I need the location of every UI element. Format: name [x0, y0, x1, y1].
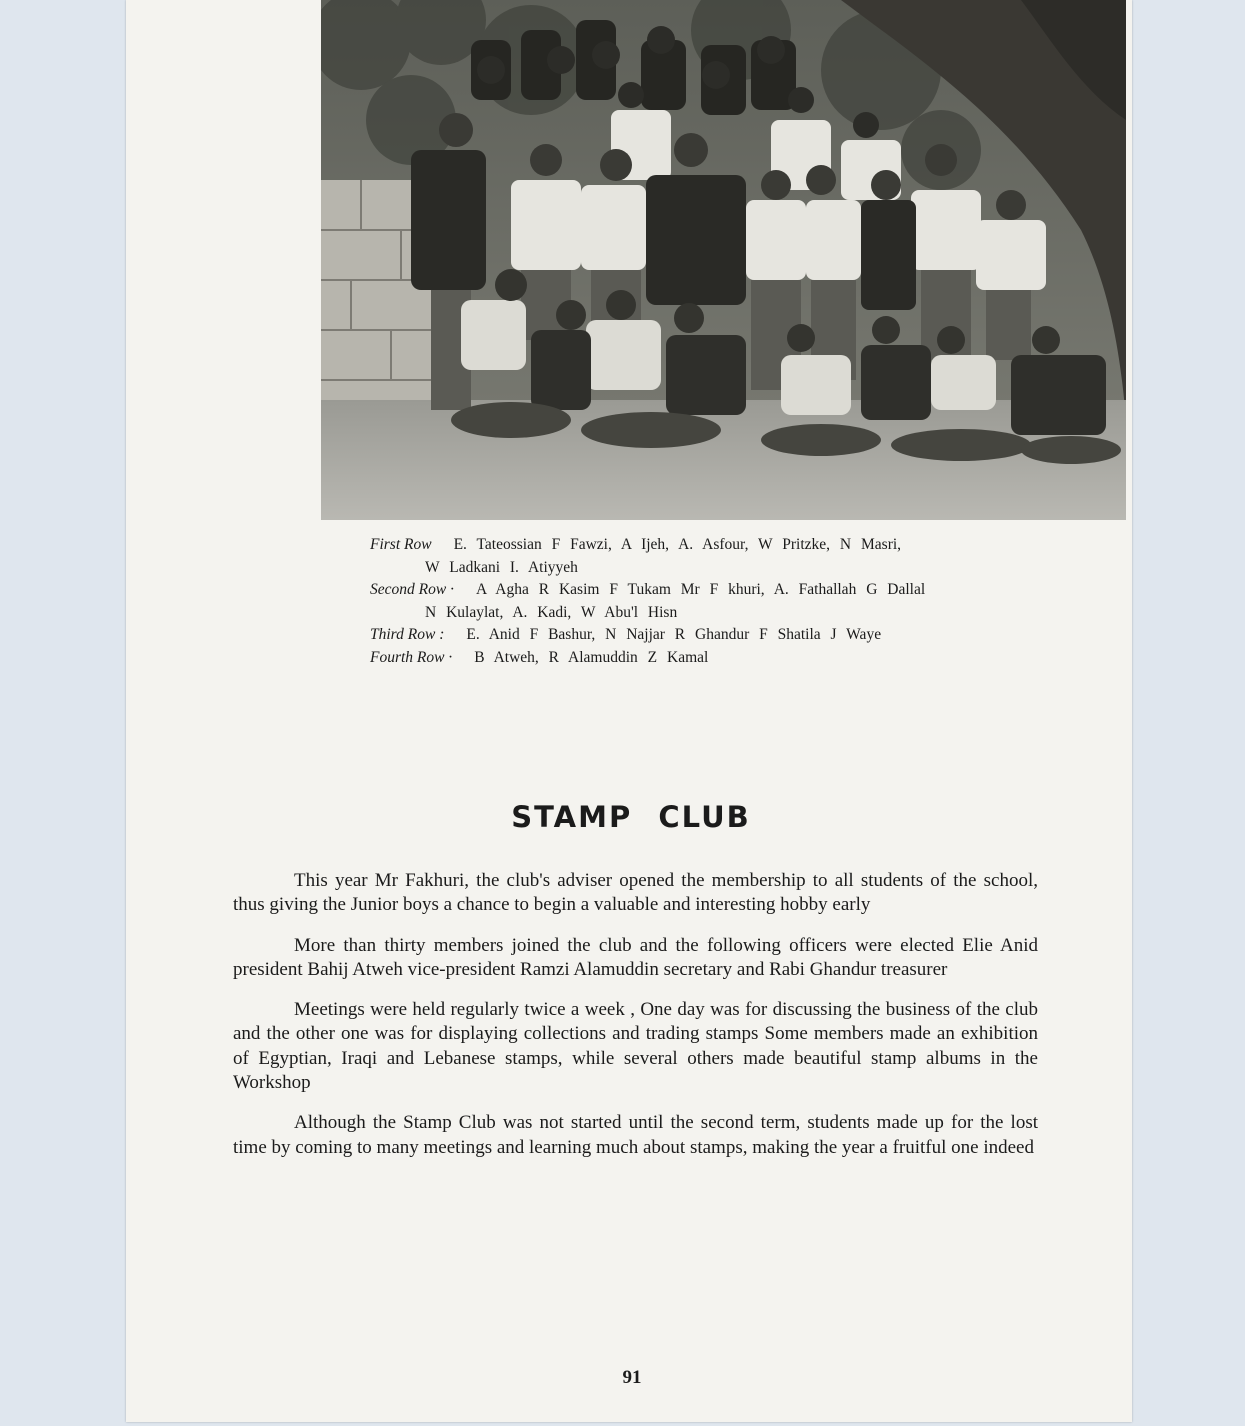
- caption-row-label: Third Row :: [370, 626, 445, 644]
- caption-row: [370, 602, 1110, 625]
- caption-row-names: B Atweh, R Alamuddin Z Kamal: [474, 648, 709, 666]
- caption-row-names: N Kulaylat, A. Kadi, W Abu'l Hisn: [425, 603, 678, 621]
- caption-row: [370, 557, 1110, 580]
- caption-row-names: W Ladkani I. Atiyyeh: [425, 558, 578, 576]
- caption-row-names: A Agha R Kasim F Tukam Mr F khuri, A. Fathallah G Dallal: [475, 581, 926, 599]
- article-paragraph: This year Mr Fakhuri, the club's adviser opened the membership to all students of the school, thus giving the Junior boys a chance to begin a valuable and interesting hobby early: [233, 870, 1038, 916]
- caption-row-label: Second Row ·: [370, 581, 454, 599]
- article-paragraph: More than thirty members joined the club and the following officers were elected Elie Anid president Bahij Atweh vice-president Ramzi Alamuddin secretary and Rabi Ghandur treasurer: [233, 934, 1038, 980]
- caption-row-label: First Row: [370, 536, 432, 553]
- caption-row-names: E. Tateossian F Fawzi, A Ijeh, A. Asfour, W Pritzke, N Masri,: [453, 536, 902, 553]
- document-page: [126, 0, 1132, 1422]
- caption-row-label: Fourth Row ·: [370, 648, 453, 666]
- caption-row-names: E. Anid F Bashur, N Najjar R Ghandur F Shatila J Waye: [466, 626, 882, 644]
- article-title: STAMP CLUB: [511, 800, 751, 834]
- caption-row: [370, 534, 1110, 557]
- photo-caption: [370, 534, 1110, 670]
- article-paragraph: Although the Stamp Club was not started until the second term, students made up for the lost time by coming to many meetings and learning much about stamps, making the year a fruitful one indeed: [233, 1112, 1038, 1158]
- group-photo: [321, 0, 1126, 520]
- article-body: [233, 869, 1038, 1176]
- article-paragraph: Meetings were held regularly twice a week , One day was for discussing the business of the club and the other one was for displaying collections and trading stamps Some members made an exhibition of Egyptian, Iraqi and Lebanese stamps, while several others made beautiful stamp albums in the Workshop: [233, 999, 1038, 1094]
- group-photo-illustration: [321, 0, 1126, 520]
- caption-row: [370, 624, 1110, 647]
- caption-row: [370, 579, 1110, 602]
- caption-row: [370, 647, 1110, 670]
- page-number: 91: [622, 1367, 642, 1388]
